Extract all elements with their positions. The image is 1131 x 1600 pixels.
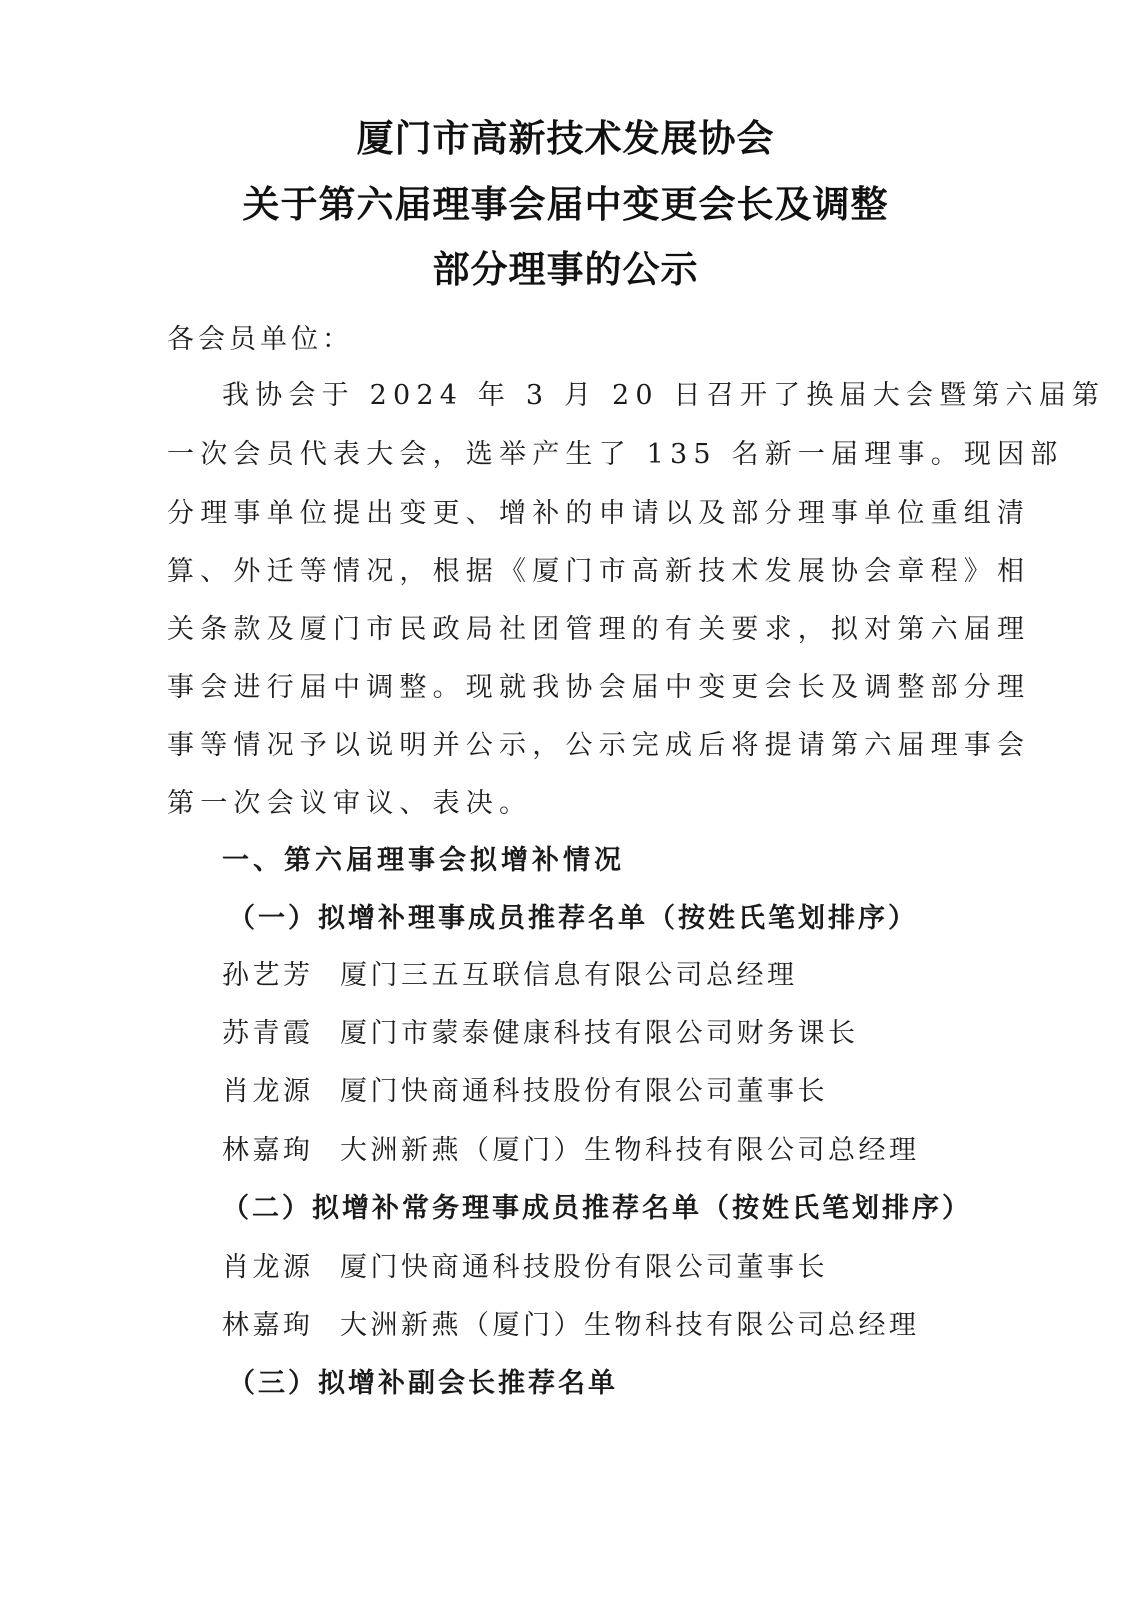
member-organization: 厦门三五互联信息有限公司总经理	[340, 960, 798, 991]
paragraph-line-8: 第一次会议审议、表决。	[167, 788, 533, 819]
subsection-heading-2: （二）拟增补常务理事成员推荐名单（按姓氏笔划排序）	[222, 1193, 972, 1224]
document-title-line-1: 厦门市高新技术发展协会	[356, 117, 775, 160]
paragraph-line-4: 算、外迁等情况，根据《厦门市高新技术发展协会章程》相	[167, 556, 1031, 587]
section-heading-1: 一、第六届理事会拟增补情况	[222, 845, 625, 876]
list-item	[222, 1133, 920, 1169]
list-item	[222, 958, 798, 994]
subsection-heading-1: （一）拟增补理事成员推荐名单（按姓氏笔划排序）	[228, 903, 918, 934]
paragraph-line-6: 事会进行届中调整。现就我协会届中变更会长及调整部分理	[167, 672, 1031, 703]
member-organization: 厦门市蒙泰健康科技有限公司财务课长	[340, 1018, 859, 1049]
list-item	[222, 1074, 828, 1110]
list-item	[222, 1250, 828, 1286]
member-name: 肖龙源	[222, 1252, 314, 1283]
salutation: 各会员单位：	[167, 324, 353, 355]
paragraph-line-2: 一次会员代表大会，选举产生了 135 名新一届理事。现因部	[167, 439, 1064, 470]
member-name: 苏青霞	[222, 1018, 314, 1049]
subsection-heading-3: （三）拟增补副会长推荐名单	[228, 1368, 618, 1399]
member-organization: 厦门快商通科技股份有限公司董事长	[340, 1252, 828, 1283]
member-name: 孙艺芳	[222, 960, 314, 991]
member-name: 肖龙源	[222, 1076, 314, 1107]
list-item	[222, 1308, 920, 1344]
paragraph-line-3: 分理事单位提出变更、增补的申请以及部分理事单位重组清	[167, 498, 1031, 529]
paragraph-line-7: 事等情况予以说明并公示，公示完成后将提请第六届理事会	[167, 730, 1031, 761]
member-organization: 大洲新燕（厦门）生物科技有限公司总经理	[340, 1135, 920, 1166]
paragraph-line-5: 关条款及厦门市民政局社团管理的有关要求，拟对第六届理	[167, 614, 1031, 645]
list-item	[222, 1016, 859, 1052]
member-name: 林嘉珣	[222, 1135, 314, 1166]
document-title-line-3: 部分理事的公示	[432, 248, 699, 291]
member-organization: 厦门快商通科技股份有限公司董事长	[340, 1076, 828, 1107]
member-organization: 大洲新燕（厦门）生物科技有限公司总经理	[340, 1310, 920, 1341]
member-name: 林嘉珣	[222, 1310, 314, 1341]
document-title-line-2: 关于第六届理事会届中变更会长及调整	[242, 183, 889, 226]
paragraph-line-1: 我协会于 2024 年 3 月 20 日召开了换届大会暨第六届第	[222, 380, 1106, 411]
